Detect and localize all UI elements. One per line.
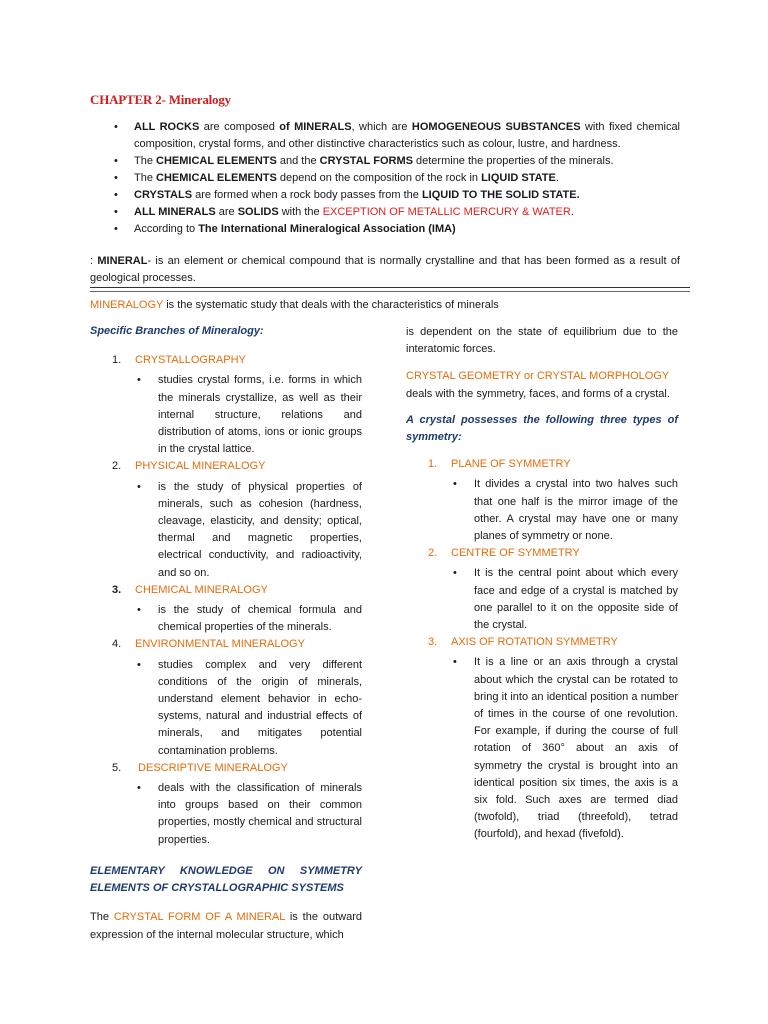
branch-item [90, 636, 362, 653]
intro-bullet [90, 187, 680, 204]
intro-bullet-text: SOLIDS [237, 206, 279, 218]
mineralogy-term: MINERALOGY [90, 299, 164, 311]
intro-bullet-text: HOMOGENEOUS SUBSTANCES [411, 121, 581, 133]
intro-bullet-text: LIQUID STATE [481, 172, 556, 184]
branch-title: CRYSTALLOGRAPHY [135, 354, 246, 367]
mineral-def-prefix: : [90, 255, 98, 267]
divider-line [90, 287, 690, 288]
intro-bullet-text: ALL MINERALS [134, 206, 216, 218]
branch-description: • is the study of chemical formula and chemical properties of the minerals. [90, 602, 362, 636]
intro-bullet-list [90, 119, 680, 238]
mineral-def-text: - is an element or chemical compound that is normally crystalline and that has been formed as a result of geological processes. [90, 255, 680, 284]
branch-description: • deals with the classification of minerals into groups based on their common properties, mostly chemical and structural properties. [90, 780, 362, 849]
branch-title: PHYSICAL MINERALOGY [135, 460, 266, 473]
intro-bullet-text: with fixed chemical composition, crystal forms, and other distinctive characteristics such as colour, lustre, and hardness. [134, 121, 681, 150]
intro-bullet-text: LIQUID TO THE SOLID STATE. [421, 189, 580, 201]
intro-bullet-text: EXCEPTION OF METALLIC MERCURY & WATER [322, 206, 571, 218]
branch-number: 4. [112, 638, 122, 651]
symmetry-type-number: 2. [428, 547, 438, 560]
crystal-form-post: is the outward expression of the internal molecular structure, which [90, 911, 362, 941]
symmetry-type-number: 3. [428, 636, 438, 649]
symmetry-type-title: PLANE OF SYMMETRY [451, 458, 571, 471]
branches-list [90, 352, 362, 849]
symmetry-type-item [406, 634, 678, 651]
intro-bullet-text: , which are [351, 121, 412, 133]
geometry-text: deals with the symmetry, faces, and forms of a crystal. [406, 387, 670, 400]
geometry-heading: CRYSTAL GEOMETRY or CRYSTAL MORPHOLOGY [406, 370, 670, 383]
intro-bullet-text: ALL ROCKS [134, 121, 200, 133]
branch-title: ENVIRONMENTAL MINERALOGY [135, 638, 305, 651]
mineralogy-def-text: is the systematic study that deals with the characteristics of minerals [163, 299, 499, 311]
branch-number: 5. [112, 761, 122, 774]
divider-line-thin [90, 291, 690, 292]
mineralogy-definition [90, 297, 690, 314]
intro-bullet-text: . [555, 172, 559, 184]
mineral-term: MINERAL [97, 255, 148, 267]
branch-title: CHEMICAL MINERALOGY [135, 583, 268, 596]
intro-bullet [90, 119, 680, 153]
branch-description: • studies complex and very different conditions of the origin of minerals, understand element behavior in echo-systems, natural and industrial effects of minerals, and mitigates potential contamination problems. [90, 657, 362, 760]
branch-description: • studies crystal forms, i.e. forms in which the minerals crystallize, as well as their internal structure, relations and distribution of atoms, ions or ionic groups in the crystal lattice. [90, 372, 362, 458]
symmetry-type-title: CENTRE OF SYMMETRY [451, 547, 580, 560]
intro-bullet [90, 204, 680, 221]
intro-bullet-text: . [570, 206, 574, 218]
branch-number: 3. [112, 583, 122, 596]
branch-title: DESCRIPTIVE MINERALOGY [135, 761, 288, 774]
left-column [90, 323, 362, 944]
intro-bullet-text: depend on the composition of the rock in [276, 172, 482, 184]
intro-bullet-text: CHEMICAL ELEMENTS [156, 172, 277, 184]
branch-item [90, 352, 362, 369]
symmetry-type-number: 1. [428, 458, 438, 471]
intro-bullet-text: determine the properties of the minerals. [412, 155, 614, 167]
branch-item [90, 582, 362, 599]
intro-bullet-text: The [134, 172, 157, 184]
branch-number: 1. [112, 354, 122, 367]
chapter-title: CHAPTER 2- Mineralogy [90, 92, 231, 107]
intro-bullet-text: are composed [199, 121, 280, 133]
intro-bullet-text: are [215, 206, 238, 218]
symmetry-type-description: • It divides a crystal into two halves such that one half is the mirror image of the other. A crystal may have one or many planes of symmetry or none. [406, 476, 678, 545]
intro-bullet-text: The International Mineralogical Association (IMA) [198, 223, 456, 235]
crystal-form-term: CRYSTAL FORM OF A MINERAL [113, 911, 285, 924]
symmetry-types-list [406, 456, 678, 843]
right-continuation: is dependent on the state of equilibrium due to the interatomic forces. [406, 326, 678, 356]
intro-bullet-text: According to [134, 223, 199, 235]
branch-number: 2. [112, 460, 122, 473]
symmetry-type-item [406, 456, 678, 473]
branch-item [90, 760, 362, 777]
symmetry-heading: A crystal possesses the following three types of symmetry: [406, 413, 678, 444]
intro-bullet-text: CRYSTALS [134, 189, 193, 201]
intro-bullet-text: The [134, 155, 157, 167]
intro-bullet [90, 221, 680, 238]
intro-bullet-text: with the [278, 206, 323, 218]
right-column [406, 324, 678, 844]
branch-description: • is the study of physical properties of minerals, such as cohesion (hardness, cleavage, elasticity, and density; optical, thermal and magnetic properties, electrical conductivity, and radioactivity, and so on. [90, 479, 362, 582]
crystal-form-pre: The [90, 911, 114, 924]
intro-bullet-text: CHEMICAL ELEMENTS [156, 155, 277, 167]
intro-bullet-text: of MINERALS [279, 121, 352, 133]
intro-bullet-text: and the [276, 155, 320, 167]
elementary-heading: ELEMENTARY KNOWLEDGE ON SYMMETRY ELEMENTS OF CRYSTALLOGRAPHIC SYSTEMS [90, 864, 362, 895]
intro-bullet-text: are formed when a rock body passes from the [192, 189, 422, 201]
branches-heading: Specific Branches of Mineralogy: [90, 325, 264, 337]
symmetry-type-description: • It is a line or an axis through a crystal about which the crystal can be rotated to bring it into an identical position a number of times in the course of one revolution. For example, if during the course of full rotation of 360° about an axis of symmetry the crystal is brought into an identical position six times, the axis is a six fold. Such axes are termed diad (twofold), triad (threefold), tetrad (fourfold), and hexad (fivefold). [406, 654, 678, 843]
branch-item [90, 458, 362, 475]
symmetry-type-description: • It is the central point about which every face and edge of a crystal is matched by one parallel to it on the opposite side of the crystal. [406, 565, 678, 634]
intro-bullet [90, 153, 680, 170]
intro-bullet-text: CRYSTAL FORMS [319, 155, 413, 167]
intro-bullet [90, 170, 680, 187]
mineral-definition [90, 253, 680, 287]
symmetry-type-item [406, 545, 678, 562]
crystal-form-paragraph [90, 909, 362, 943]
symmetry-type-title: AXIS OF ROTATION SYMMETRY [451, 636, 618, 649]
